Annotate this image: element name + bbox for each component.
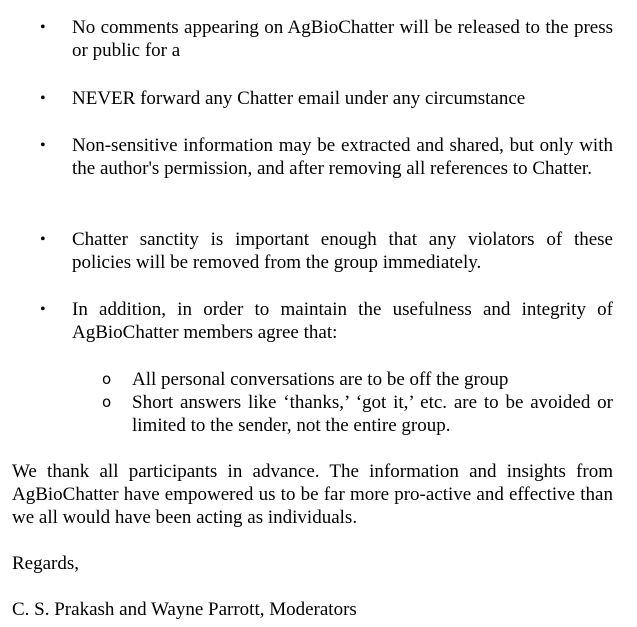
policy-bullet-press: [40, 16, 613, 62]
thanks-paragraph: We thank all participants in advance. The information and insights from AgBioChatter have empowered us to be far more pro-active and effective than we all would have been acting as individuals.: [12, 461, 613, 528]
sub-bullet-marker: o: [102, 370, 112, 388]
policy-bullet-extract: [40, 134, 613, 180]
policy-bullet-sanctity: [40, 228, 613, 274]
sub-bullet-text: Short answers like ‘thanks,’ ‘got it,’ etc. are to be avoided or limited to the sender, not the entire group.: [132, 392, 613, 436]
policy-bullet-forward: [40, 87, 613, 110]
regards-line: Regards,: [12, 553, 80, 574]
sub-bullet-text: All personal conversations are to be off the group: [132, 369, 509, 390]
sub-bullet-short-answers: [102, 391, 613, 437]
bullet-text: No comments appearing on AgBioChatter will be released to the press or public for a: [72, 17, 613, 61]
bullet-text: NEVER forward any Chatter email under any circumstance: [72, 88, 526, 109]
signature-line: C. S. Prakash and Wayne Parrott, Moderators: [12, 599, 357, 620]
sub-bullet-marker: o: [102, 393, 112, 411]
policy-bullet-integrity: [40, 298, 613, 344]
bullet-marker: •: [40, 137, 46, 154]
sub-bullet-list: [102, 368, 613, 437]
bullet-marker: •: [40, 90, 46, 107]
bullet-text: Chatter sanctity is important enough that any violators of these policies will be removed from the group immediately.: [72, 229, 613, 273]
bullet-marker: •: [40, 19, 46, 36]
bullet-text: Non-sensitive information may be extracted and shared, but only with the author's permission, and after removing all references to Chatter.: [72, 135, 613, 179]
bullet-marker: •: [40, 231, 46, 248]
bullet-text: In addition, in order to maintain the usefulness and integrity of AgBioChatter members agree that:: [72, 299, 613, 343]
bullet-marker: •: [40, 301, 46, 318]
sub-bullet-personal: [102, 368, 613, 391]
